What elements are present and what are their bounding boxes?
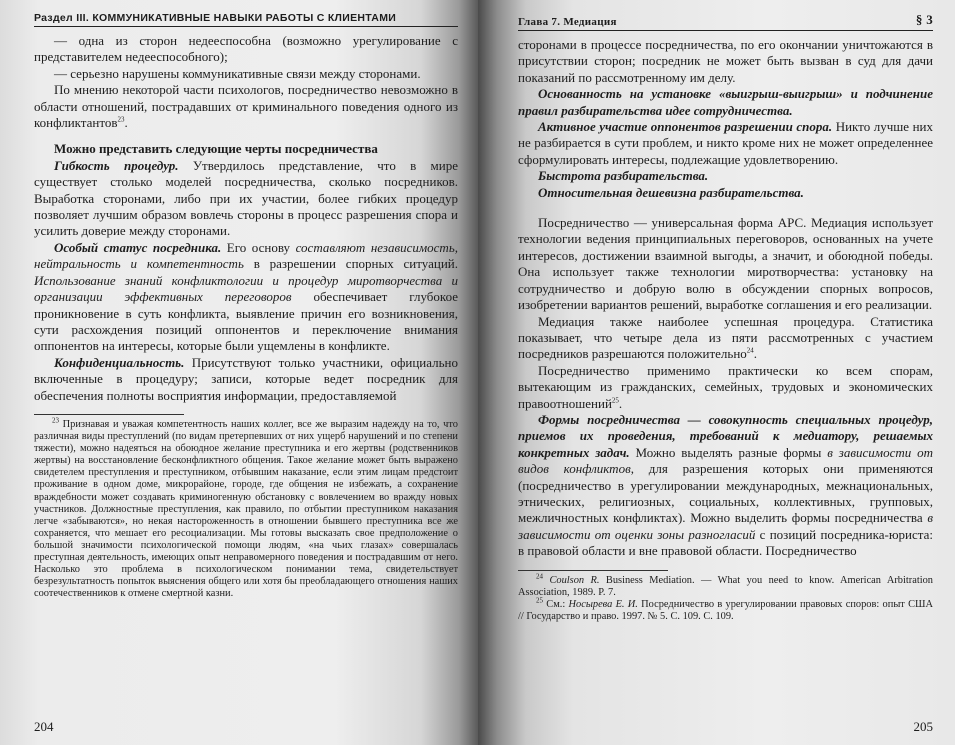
left-paragraph-flexibility: Гибкость процедур. Утвердилось представление, что в мире существует столько моделей посредничества, сколько посредников. Выработка сторонами, либо при их участии, более гибких процедур позволяет лучшим образом вовлечь стороны в процесс разрешения спора и усилить доверие между сторонами. — [34, 157, 458, 239]
right-continued-text: сторонами в процессе посредничества, по его окончании уничтожаются в присутствии сторон; посредник не может быть вызван в суд для дачи показаний по рассмотренному им делу. — [518, 37, 933, 85]
footnote-ref-24[interactable]: 24 — [746, 346, 754, 355]
right-paragraph-active: Активное участие оппонентов разрешении спора. Никто лучше них не разбирается в сути проблем, и никто кроме них не может определеннее сформулировать интересы, подлежащие удовлетворению. — [518, 119, 933, 167]
paragraph-gap — [518, 201, 933, 215]
left-body-text — [34, 33, 458, 404]
left-paragraph-confidentiality: Конфиденциальность. Присутствуют только участники, официально включенные в процедуру; записи, которые ведет посредник для обеспечения полноты восприятия информации, предоставляемой — [34, 354, 458, 403]
left-running-head — [34, 12, 458, 27]
footnote-ref-25[interactable]: 25 — [611, 396, 619, 405]
footnote-ref-23[interactable]: 23 — [117, 115, 125, 124]
right-paragraph-applicability: Посредничество применимо практически ко всем спорам, вытекающим из гражданских, семейных, трудовых и экономических правоотношений$^{25}$. — [518, 362, 933, 411]
section-heading: Можно представить следующие черты посредничества — [54, 141, 378, 157]
right-page-number: 205 — [913, 719, 933, 734]
right-paragraph-universal: Посредничество — универсальная форма АРС. Медиация использует технологии ведения принципиальных переговоров, основанных на учете интересов, достижении взаимной выгоды, а значит, и обоюдной победы. Она использует также технологии миротворчества: установку на сотрудничество и добрую волю в обсуждении спорных вопросов, изобретении вариантов решений, выработке соглашения и его реализации. — [518, 215, 933, 313]
right-body-text — [518, 37, 933, 560]
left-footnote-rule — [34, 414, 184, 415]
footnote-25: $^{25}$ См.: Носырева Е. И. Посредничество в урегулировании правовых споров: опыт США // Государство и право. 1997. № 5. С. 109. С. 109. — [518, 596, 934, 622]
right-footnote-rule — [518, 570, 668, 571]
footnote-23: $^{23}$ Признавая и уважая компетентность наших коллег, все же выразим надежду на то, что различная виды преступлений (по видам претерпевших от них ущерб нарушений и по степени тяжести), можно надеяться на обоюдное желание преступника и его жертвы (родственников жертвы) на восстановление бесконфликтного общения. Такое желание может быть выражено свидетелем преступления и преступником, отбывшим наказание, если этим лицам предстоит проживание в одном доме, микрорайоне, городе, где общения не избежать, а сохранение враждебности может создавать криминогенную обстановку с вовлечением во вражду новых участников. Должностные преступления, как правило, по отбытии преступником наказания легче «забываются», но некая настороженность в отношении бывшего преступника все же сохраняется, что мешает его ресоциализации. Мы готовы высказать свое предположение о большой значимости психологической помощи людям, «на чьих глазах» совершалась преступная деятельность, имеющих опыт неправомерного поведения и пострадавшим от него. Насколько это проблема в психологическом понимании тема, свидетельствует безрезультатность попыток выяснения общего или хотя бы преобладающего отношения наших соотечественников к отмене смертной казни. — [34, 416, 458, 600]
left-line-dash-1: — одна из сторон недееспособна (возможно урегулирование с представителем недееспособного); — [34, 33, 458, 65]
left-paragraph-status: Особый статус посредника. Его основу составляют независимость, нейтральность и компетентность в разрешении спорных ситуаций. Использование знаний конфликтологии и процедур миротворчества и организации эффективных переговоров обеспечивает глубокое проникновение в суть конфликта, выявление причин его возникновения, сути расхождения позиций оппонентов и переключение внимания оппонентов на интересы, которые были ущемлены в конфликте. — [34, 239, 458, 354]
right-paragraph-statistics: Медиация также наиболее успешная процедура. Статистика показывает, что четыре дела из пяти рассмотренных с участием посредников разрешаются положительно$^{24}$. — [518, 313, 933, 362]
right-paragraph-forms: Формы посредничества — совокупность специальных процедур, приемов их проведения, требований к медиатору, решаемых конкретных задач. Можно выделять разные формы в зависимости от видов конфликтов, для разрешения которых они применяются (посредничество в урегулировании международных, межнациональных, этнических, религиозных, социальных, коллективных, групповых, межличностных конфликтах). Можно выделить формы посредничества в зависимости от оценки зоны разногласий с позиций посредника-юриста: в правовой области и вне правовой области. Посредничество — [518, 411, 934, 559]
left-running-head-text: Раздел III. КОММУНИКАТИВНЫЕ НАВЫКИ РАБОТЫ С КЛИЕНТАМИ — [34, 12, 397, 24]
left-line-dash-2: — серьезно нарушены коммуникативные связи между сторонами. — [54, 65, 421, 81]
right-paragraph-speed: Быстрота разбирательства. — [538, 168, 709, 184]
left-footnotes — [34, 416, 458, 600]
right-page — [478, 0, 955, 745]
footnote-24: $^{24}$ Coulson R. Business Mediation. — What you need to know. American Arbitration Association, 1989. P. 7. — [518, 572, 934, 598]
right-footnotes — [518, 572, 934, 623]
right-running-head-chapter: Глава 7. Медиация — [518, 16, 617, 28]
left-page-number: 204 — [34, 719, 54, 734]
right-paragraph-cheapness: Относительная дешевизна разбирательства. — [538, 184, 804, 200]
left-paragraph-psychologists: По мнению некоторой части психологов, посредничество невозможно в области отношений, пострадавших от криминального поведения одного из конфликтантов$^{23}$. — [34, 82, 458, 131]
right-running-head-section: § 3 — [915, 12, 933, 27]
right-paragraph-win-win: Основанность на установке «выигрыш-выигрыш» и подчинение правил разбирательства идее сотрудничества. — [518, 86, 933, 118]
right-running-head — [518, 12, 933, 31]
